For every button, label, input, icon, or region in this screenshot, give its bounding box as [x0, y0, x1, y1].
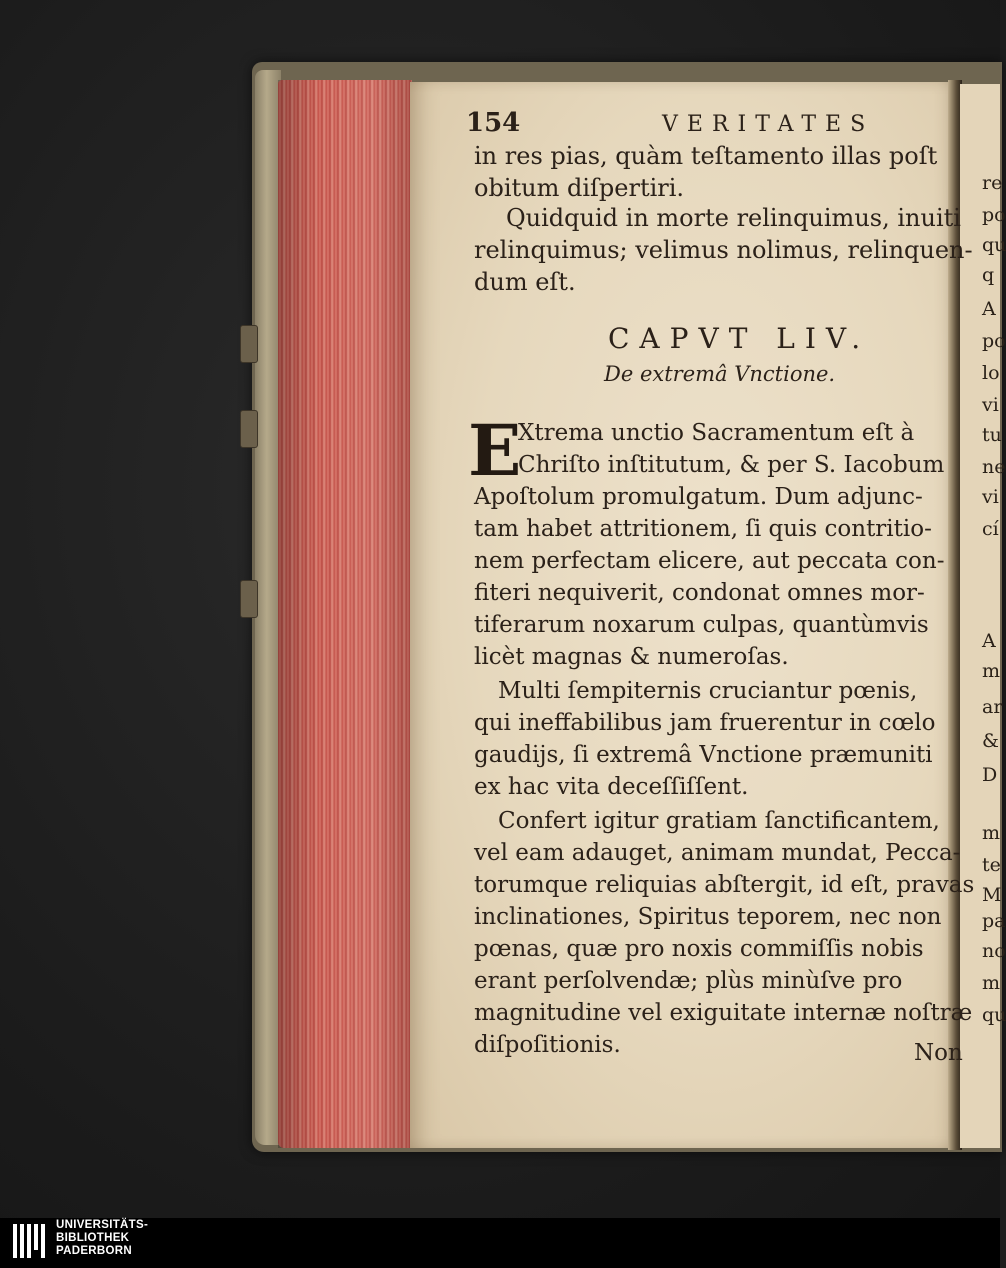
- facing-page-text-fragment: q: [982, 264, 995, 286]
- facing-page-text-fragment: m: [982, 822, 1001, 844]
- facing-page-text-fragment: ne: [982, 456, 1006, 478]
- text-line: vel eam adauget, animam mundat, Pecca-: [474, 840, 961, 866]
- facing-page-text-fragment: cí: [982, 518, 999, 540]
- facing-page-text-fragment: re: [982, 172, 1003, 194]
- clasp-top: [240, 325, 258, 363]
- text-line: Chriſto inſtitutum, & per S. Iacobum: [518, 452, 945, 478]
- facing-page-text-fragment: te: [982, 854, 1001, 876]
- facing-page-text-fragment: qu: [982, 1004, 1006, 1026]
- facing-page-text-fragment: vi: [982, 394, 999, 416]
- facing-page-text-fragment: pa: [982, 910, 1006, 932]
- footer-bar: [0, 1218, 1000, 1268]
- library-name: [56, 1219, 148, 1258]
- library-name-line: PADERBORN: [56, 1245, 132, 1257]
- catchword: Non: [914, 1040, 963, 1066]
- facing-page-text-fragment: qu: [982, 234, 1006, 256]
- page-edges-shading: [278, 80, 412, 1148]
- facing-page-text-fragment: A: [982, 630, 996, 652]
- text-line: in res pias, quàm teſtamento illas poſt: [474, 142, 938, 170]
- text-line: fiteri nequiverit, condonat omnes mor-: [474, 580, 925, 606]
- facing-page-text-fragment: ar: [982, 696, 1003, 718]
- text-line: Confert igitur gratiam ſanctificantem,: [498, 808, 940, 834]
- text-line: erant perſolvendæ; plùs minùſve pro: [474, 968, 903, 994]
- chapter-subtitle: De extremâ Vnctione.: [604, 362, 836, 386]
- text-line: ex hac vita deceſſiſſent.: [474, 774, 749, 800]
- clasp-lower: [240, 580, 258, 618]
- facing-page-text-fragment: vi: [982, 486, 999, 508]
- facing-page-text-fragment: &: [982, 730, 999, 752]
- text-line: relinquimus; velimus nolimus, relinquen-: [474, 236, 973, 264]
- text-line: licèt magnas & numeroſas.: [474, 644, 789, 670]
- facing-page-text-fragment: tu: [982, 424, 1002, 446]
- facing-page-text-fragment: po: [982, 204, 1006, 226]
- text-line: Xtrema unctio Sacramentum eſt à: [518, 420, 915, 446]
- running-head: VERITATES: [662, 112, 875, 137]
- text-line: dum eſt.: [474, 268, 576, 296]
- facing-page-text-fragment: A: [982, 298, 996, 320]
- text-line: tiferarum noxarum culpas, quantùmvis: [474, 612, 929, 638]
- drop-cap: E: [468, 409, 522, 492]
- text-line: diſpoſitionis.: [474, 1032, 621, 1058]
- facing-page-text-fragment: D: [982, 764, 998, 786]
- text-line: qui ineffabilibus jam fruerentur in cœlo: [474, 710, 936, 736]
- facing-page-text-fragment: M: [982, 884, 1002, 906]
- text-line: inclinationes, Spiritus teporem, nec non: [474, 904, 942, 930]
- text-line: gaudijs, ſi extremâ Vnctione præmuniti: [474, 742, 933, 768]
- text-line: obitum diſpertiri.: [474, 174, 685, 202]
- clasp-middle: [240, 410, 258, 448]
- text-line: Multi ſempiternis cruciantur pœnis,: [498, 678, 918, 704]
- text-line: Quidquid in morte relinquimus, inuiti: [506, 204, 961, 232]
- page-number: 154: [466, 108, 521, 138]
- text-line: torumque reliquias abſtergit, id eſt, pravas: [474, 872, 975, 898]
- chapter-heading: CAPVT LIV.: [608, 322, 871, 355]
- facing-page-text-fragment: no: [982, 940, 1006, 962]
- facing-page-text-fragment: m: [982, 972, 1001, 994]
- library-name-line: BIBLIOTHEK: [56, 1232, 130, 1244]
- facing-page-text-fragment: po: [982, 330, 1006, 352]
- library-logo-icon: [12, 1222, 48, 1262]
- text-line: tam habet attritionem, ſi quis contritio-: [474, 516, 932, 542]
- text-line: nem perfectam elicere, aut peccata con-: [474, 548, 945, 574]
- library-name-line: UNIVERSITÄTS-: [56, 1219, 149, 1231]
- text-line: pœnas, quæ pro noxis commiſſis nobis: [474, 936, 924, 962]
- facing-page-text-fragment: lo: [982, 362, 1000, 384]
- text-line: magnitudine vel exiguitate internæ noſtræ: [474, 1000, 973, 1026]
- facing-page-text-fragment: m: [982, 660, 1001, 682]
- text-line: Apoſtolum promulgatum. Dum adjunc-: [474, 484, 923, 510]
